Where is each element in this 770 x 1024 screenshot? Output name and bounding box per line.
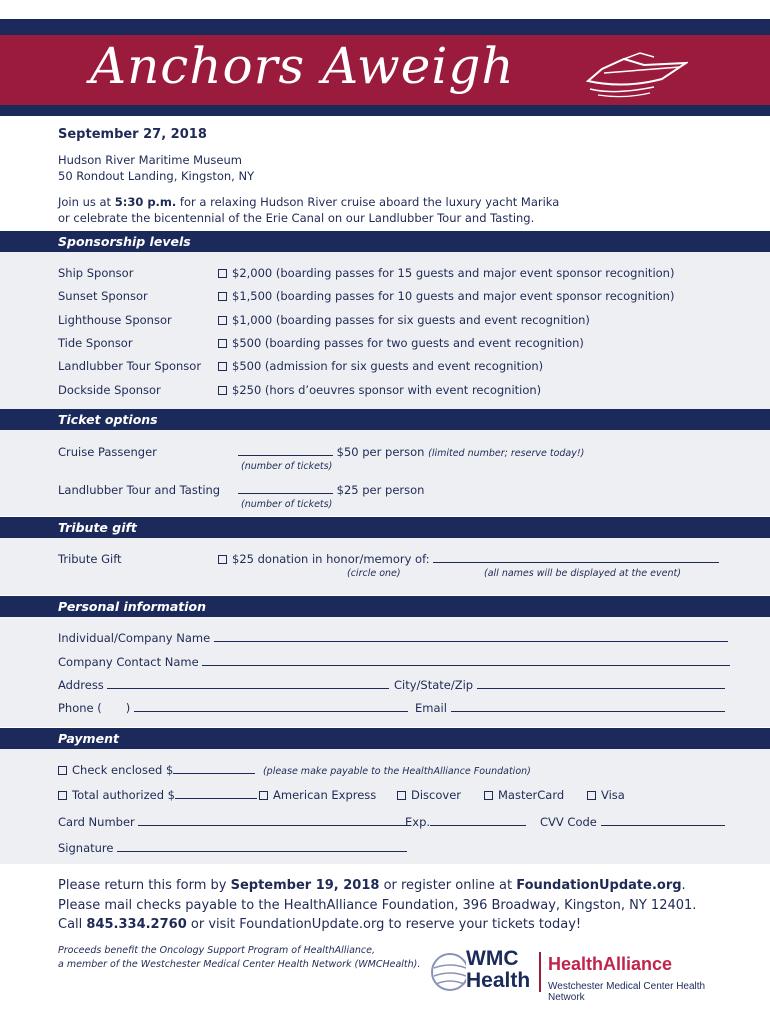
tribute-field[interactable]	[218, 552, 719, 566]
call-phone[interactable]: 845.334.2760	[86, 917, 187, 932]
cruise-price: $50 per person	[336, 445, 425, 459]
card-label: Card Number	[58, 815, 135, 829]
cruise-note: (limited number; reserve today!)	[428, 448, 585, 459]
sponsor-option[interactable]	[218, 289, 674, 303]
join-time: 5:30 p.m.	[114, 195, 177, 209]
sponsor-option[interactable]	[218, 336, 584, 350]
sponsor-option[interactable]	[218, 266, 674, 280]
amex-checkbox[interactable]	[259, 791, 268, 800]
sponsor-label: Dockside Sponsor	[58, 383, 161, 397]
return-line	[58, 876, 696, 896]
join-prefix: Join us at	[58, 195, 115, 209]
proceeds-note	[58, 944, 420, 972]
sponsor-option[interactable]	[218, 359, 543, 373]
return-date: September 19, 2018	[230, 878, 380, 893]
tribute-desc: $25 donation in honor/memory of:	[232, 552, 430, 566]
tribute-label: Tribute Gift	[58, 552, 122, 566]
exp-field[interactable]	[405, 815, 526, 829]
visa-checkbox[interactable]	[587, 791, 596, 800]
event-description	[58, 194, 559, 226]
banner-stripe	[0, 35, 770, 105]
email-label: Email	[415, 701, 447, 715]
phone-close: )	[125, 701, 131, 715]
sponsor-checkbox[interactable]	[218, 362, 227, 371]
contact-label: Company Contact Name	[58, 655, 199, 669]
cvv-line[interactable]	[601, 815, 725, 826]
healthalliance-tagline: Westchester Medical Center Health Network	[548, 981, 706, 1003]
event-venue	[58, 152, 254, 184]
landlubber-qty-line[interactable]	[238, 483, 333, 494]
ticket-landlubber-label: Landlubber Tour and Tasting	[58, 483, 221, 497]
address-label: Address	[58, 678, 104, 692]
return-prefix: Please return this form by	[58, 878, 231, 893]
proceeds-line-1: Proceeds benefit the Oncology Support Program of HealthAlliance,	[58, 945, 376, 956]
sponsor-desc: $500 (admission for six guests and event recognition)	[232, 359, 544, 373]
total-field[interactable]	[58, 788, 257, 802]
city-line[interactable]	[477, 678, 725, 689]
cvv-label: CVV Code	[540, 815, 597, 829]
tribute-checkbox[interactable]	[218, 555, 227, 564]
address-field[interactable]	[58, 678, 389, 692]
tribute-name-line[interactable]	[433, 552, 719, 563]
return-site-link[interactable]: FoundationUpdate.org	[516, 878, 682, 893]
sponsor-label: Tide Sponsor	[58, 336, 133, 350]
check-amount-line[interactable]	[173, 763, 255, 774]
venue-name: Hudson River Maritime Museum	[58, 153, 242, 167]
sponsor-checkbox[interactable]	[218, 316, 227, 325]
yacht-icon	[584, 45, 688, 99]
sponsor-logos	[428, 947, 728, 1003]
check-checkbox[interactable]	[58, 766, 67, 775]
exp-label: Exp.	[405, 815, 431, 829]
join-rest: for a relaxing Hudson River cruise aboard the luxury yacht Marika	[176, 195, 560, 209]
sponsor-desc: $1,500 (boarding passes for 10 guests and major event sponsor recognition)	[232, 289, 675, 303]
signature-line[interactable]	[117, 841, 407, 852]
sponsor-option[interactable]	[218, 383, 541, 397]
healthalliance-logo: HealthAlliance	[548, 954, 673, 974]
sponsor-desc: $250 (hors d’oeuvres sponsor with event recognition)	[232, 383, 542, 397]
cruise-qty-caption: (number of tickets)	[241, 461, 333, 472]
total-amount-line[interactable]	[175, 788, 257, 799]
phone-label: Phone (	[58, 701, 102, 715]
ticket-landlubber-field[interactable]	[238, 483, 424, 497]
check-field[interactable]	[58, 763, 531, 777]
sponsor-desc: $500 (boarding passes for two guests and event recognition)	[232, 336, 584, 350]
check-note: (please make payable to the HealthAlliance Foundation)	[262, 766, 531, 777]
ticket-cruise-field[interactable]	[238, 445, 584, 459]
individual-line[interactable]	[214, 631, 728, 642]
address-line[interactable]	[107, 678, 389, 689]
email-line[interactable]	[451, 701, 725, 712]
sponsor-label: Lighthouse Sponsor	[58, 313, 172, 327]
individual-label: Individual/Company Name	[58, 631, 211, 645]
total-checkbox[interactable]	[58, 791, 67, 800]
total-label: Total authorized $	[72, 788, 175, 802]
section-header-payment: Payment	[0, 728, 770, 749]
sponsor-desc: $2,000 (boarding passes for 15 guests and major event sponsor recognition)	[232, 266, 675, 280]
tribute-panel	[0, 538, 770, 595]
wmc-globe-icon	[428, 950, 466, 994]
wmc-logo-text-2: Health	[466, 969, 531, 992]
call-line	[58, 917, 581, 932]
card-line[interactable]	[138, 815, 408, 826]
sponsor-label: Ship Sponsor	[58, 266, 134, 280]
logo-divider	[539, 952, 541, 992]
venue-address: 50 Rondout Landing, Kingston, NY	[58, 169, 255, 183]
signature-label: Signature	[58, 841, 114, 855]
visa-label: Visa	[601, 788, 625, 802]
landlubber-price: $25 per person	[336, 483, 425, 497]
sponsor-option[interactable]	[218, 313, 590, 327]
mastercard-label: MasterCard	[498, 788, 565, 802]
discover-checkbox[interactable]	[397, 791, 406, 800]
signature-field[interactable]	[58, 841, 407, 855]
sponsor-checkbox[interactable]	[218, 269, 227, 278]
return-instructions	[58, 876, 696, 916]
join-line-1	[58, 194, 559, 210]
section-header-tribute: Tribute gift	[0, 517, 770, 538]
amex-option[interactable]	[259, 788, 376, 802]
tribute-circle-note: (circle one)	[347, 568, 401, 579]
mastercard-checkbox[interactable]	[484, 791, 493, 800]
discover-label: Discover	[411, 788, 462, 802]
wmc-logo-text: WMC	[466, 947, 519, 970]
tribute-names-note: (all names will be displayed at the event)	[484, 568, 681, 579]
sponsor-checkbox[interactable]	[218, 339, 227, 348]
individual-field[interactable]	[58, 631, 728, 645]
contact-field[interactable]	[58, 655, 730, 669]
event-date: September 27, 2018	[58, 127, 207, 142]
proceeds-line-2: a member of the Westchester Medical Center Health Network (WMCHealth).	[58, 959, 421, 970]
card-number-field[interactable]	[58, 815, 408, 829]
call-prefix: Call	[58, 917, 87, 932]
phone-field[interactable]	[58, 701, 408, 715]
mastercard-option[interactable]	[484, 788, 564, 802]
city-label: City/State/Zip	[394, 678, 474, 692]
cruise-qty-line[interactable]	[238, 445, 333, 456]
call-rest: or visit FoundationUpdate.org to reserve your tickets today!	[186, 917, 582, 932]
email-field[interactable]	[415, 701, 725, 715]
join-line-2: or celebrate the bicentennial of the Erie Canal on our Landlubber Tour and Tasting.	[58, 211, 535, 225]
exp-line[interactable]	[430, 815, 526, 826]
amex-label: American Express	[273, 788, 377, 802]
landlubber-qty-caption: (number of tickets)	[241, 499, 333, 510]
section-header-tickets: Ticket options	[0, 409, 770, 430]
section-header-personal: Personal information	[0, 596, 770, 617]
visa-option[interactable]	[587, 788, 625, 802]
return-mid: or register online at	[379, 878, 517, 893]
section-header-sponsorship: Sponsorship levels	[0, 231, 770, 252]
cvv-field[interactable]	[540, 815, 725, 829]
tickets-panel	[0, 430, 770, 516]
sponsor-checkbox[interactable]	[218, 292, 227, 301]
return-end: .	[681, 878, 686, 893]
sponsor-desc: $1,000 (boarding passes for six guests and event recognition)	[232, 313, 590, 327]
check-label: Check enclosed $	[72, 763, 174, 777]
sponsor-checkbox[interactable]	[218, 386, 227, 395]
contact-line[interactable]	[202, 655, 730, 666]
sponsor-label: Sunset Sponsor	[58, 289, 148, 303]
sponsor-label: Landlubber Tour Sponsor	[58, 359, 202, 373]
mail-line: Please mail checks payable to the HealthAlliance Foundation, 396 Broadway, Kingston, NY 12401.	[58, 898, 697, 913]
header-banner	[0, 19, 770, 116]
city-field[interactable]	[394, 678, 725, 692]
discover-option[interactable]	[397, 788, 461, 802]
ticket-cruise-label: Cruise Passenger	[58, 445, 157, 459]
phone-line[interactable]	[134, 701, 408, 712]
page-title: Anchors Aweigh	[90, 37, 515, 95]
